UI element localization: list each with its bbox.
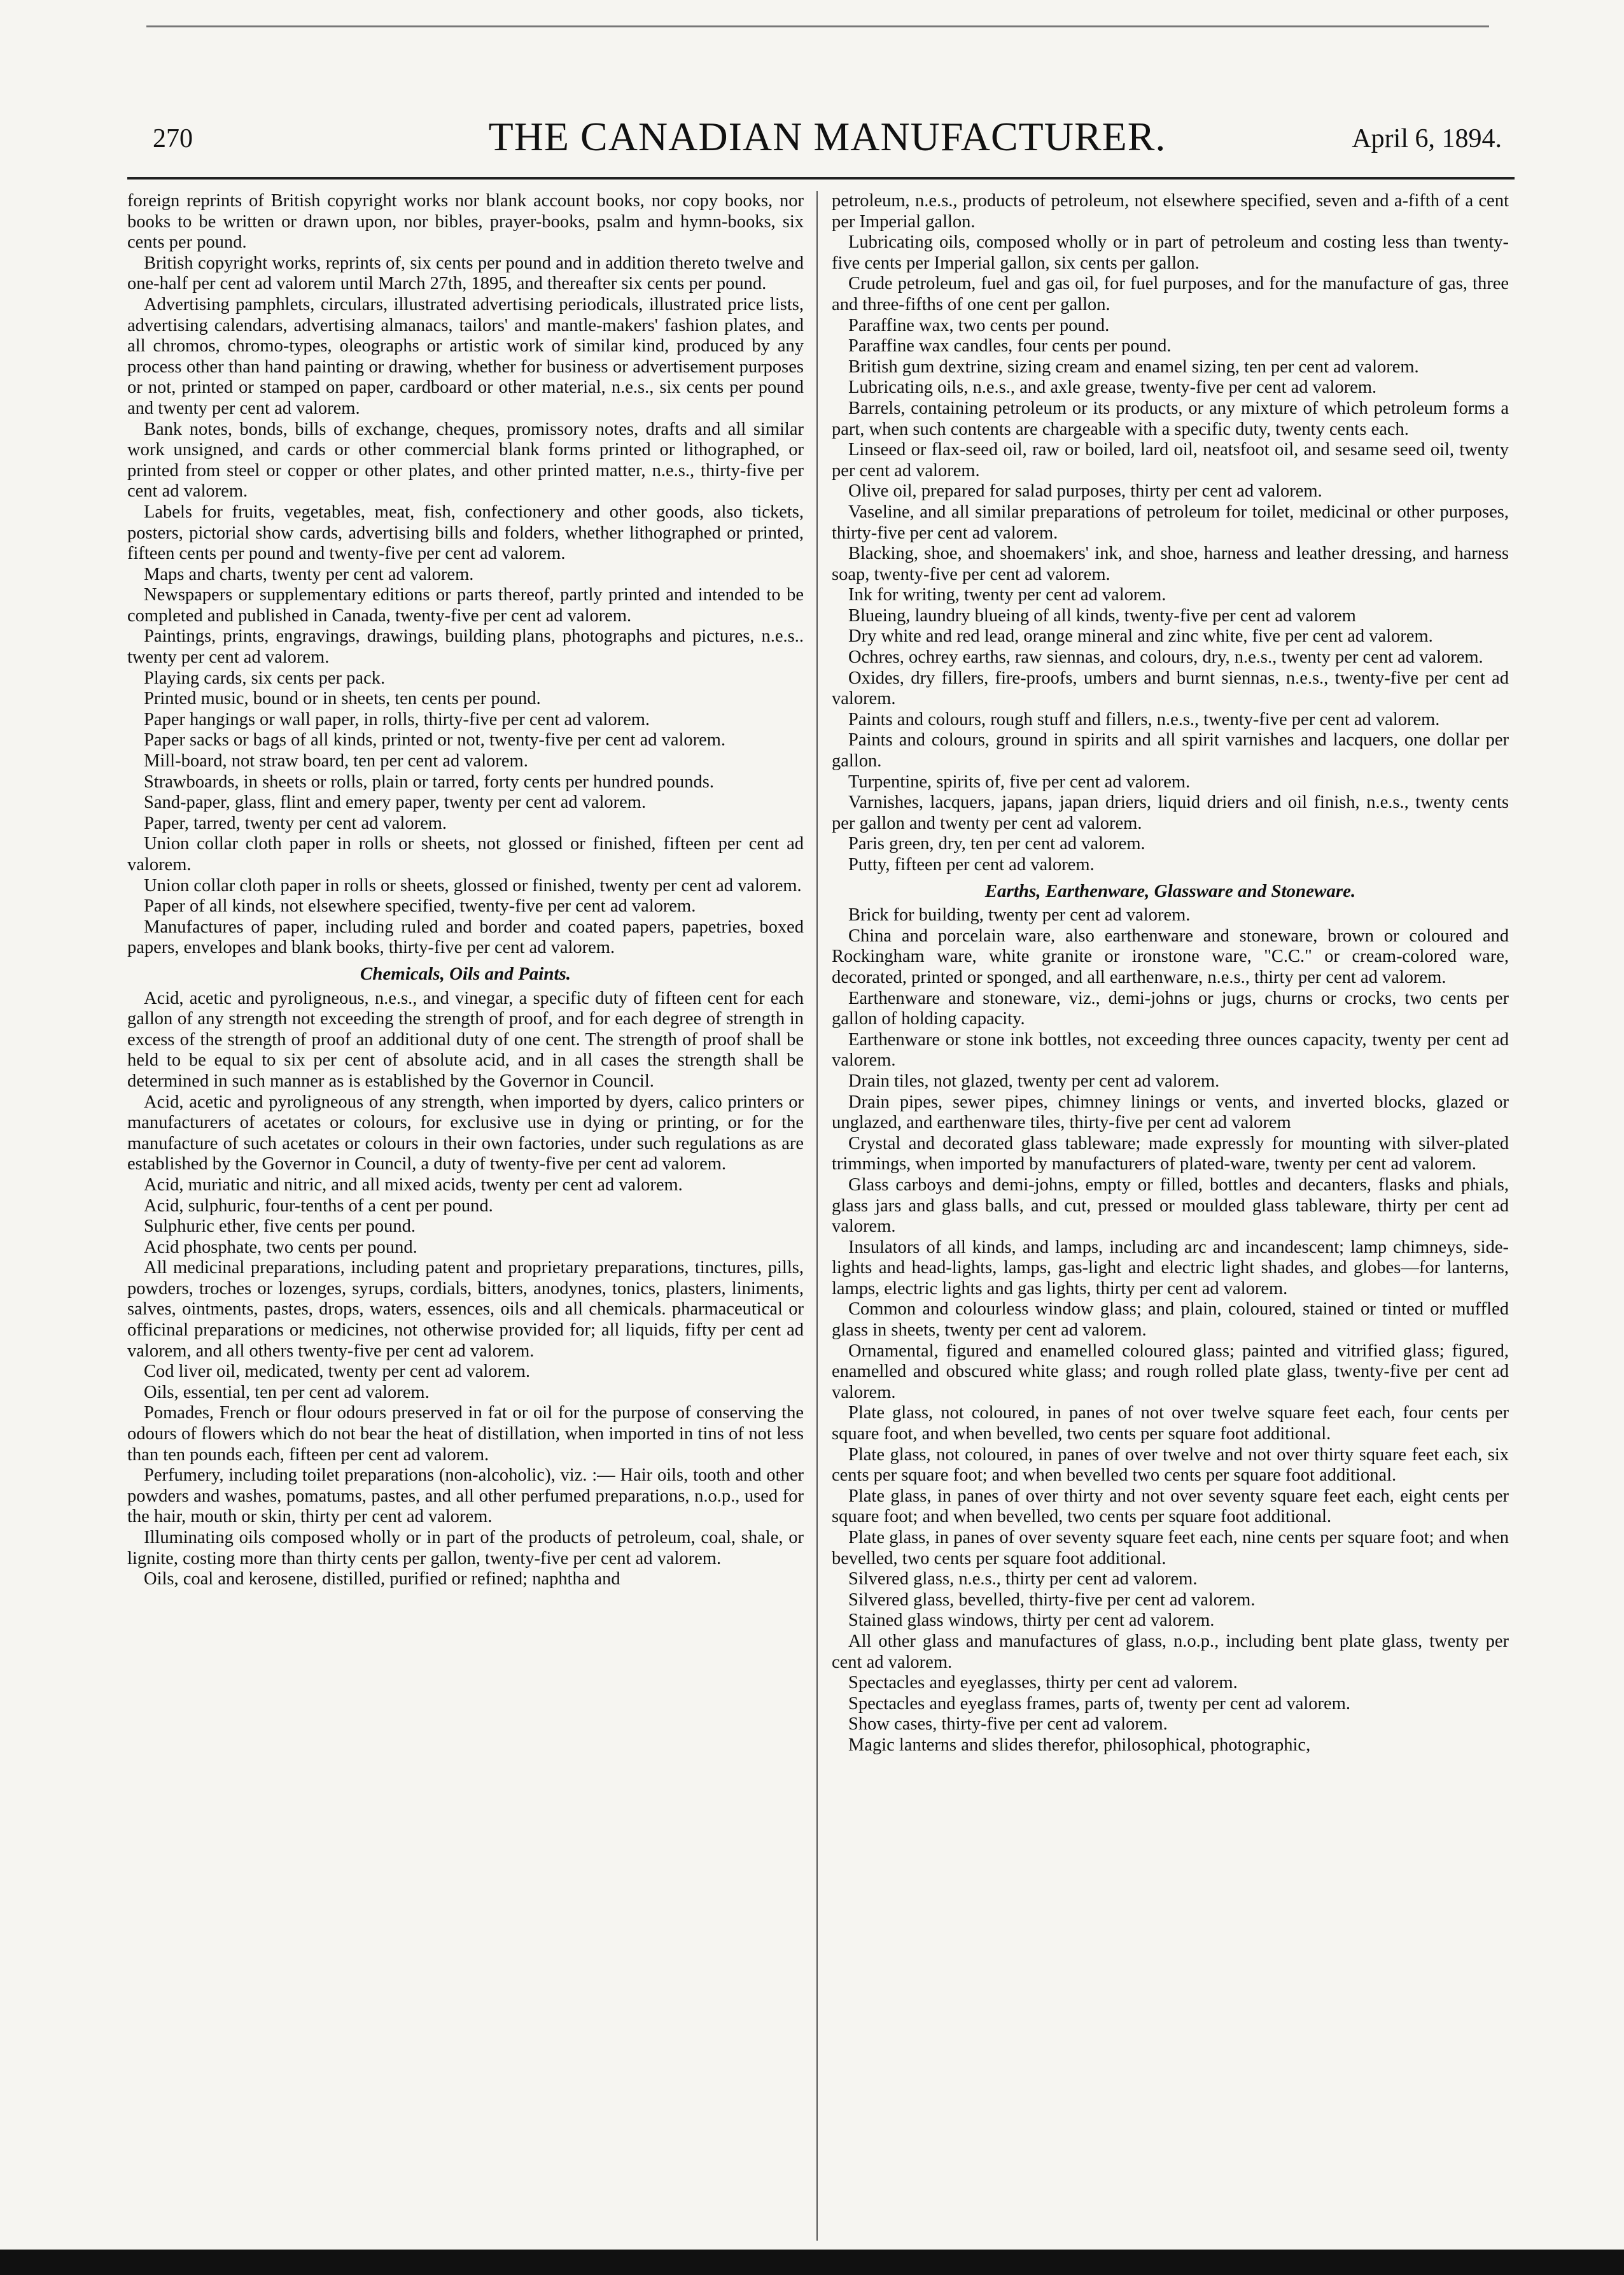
tariff-paragraph: Barrels, containing petroleum or its products, or any mixture of which petroleum forms a part, when such contents are chargeable with a specific duty, twenty cents each. bbox=[832, 398, 1509, 439]
tariff-paragraph: All medicinal preparations, including patent and proprietary preparations, tinctures, pills, powders, troches or lozenges, syrups, cordials, bitters, anodynes, tonics, plasters, liniments, salves, ointments, pastes, drops, waters, essences, oils and all chemicals. pharmaceutical or officinal preparations or medicines, not otherwise provided for; all liquids, fifty per cent ad valorem, and all others twenty-five per cent ad valorem. bbox=[127, 1258, 804, 1361]
tariff-paragraph: Dry white and red lead, orange mineral and zinc white, five per cent ad valorem. bbox=[848, 626, 1433, 647]
tariff-paragraph: Insulators of all kinds, and lamps, including arc and incandescent; lamp chimneys, side-lights and head-lights, lamps, gas-light and electric light shades, and globes—for lanterns, lamps, electric lights and gas lights, thirty per cent ad valorem. bbox=[832, 1237, 1509, 1299]
tariff-paragraph: Paintings, prints, engravings, drawings, building plans, photographs and pictures, n.e.s.. twenty per cent ad valorem. bbox=[127, 626, 804, 668]
tariff-paragraph: Sulphuric ether, five cents per pound. bbox=[144, 1216, 416, 1237]
tariff-paragraph: Acid, acetic and pyroligneous, n.e.s., and vinegar, a specific duty of fifteen cent for each gallon of any strength not exceeding the strength of proof, and for each degree of strength in excess of the strength of proof an additional duty of one cent. The strength of proof shall be held to be equal to six per cent of absolute acid, and in all cases the strength shall be determined in such manner as is established by the Governor in Council. bbox=[127, 988, 804, 1091]
right-column bbox=[832, 191, 1509, 2253]
tariff-paragraph: All other glass and manufactures of glass, n.o.p., including bent plate glass, twenty per cent ad valorem. bbox=[832, 1631, 1509, 1672]
page-number: 270 bbox=[153, 124, 193, 153]
tariff-paragraph: Drain tiles, not glazed, twenty per cent ad valorem. bbox=[848, 1071, 1220, 1091]
tariff-paragraph: Perfumery, including toilet preparations (non-alcoholic), viz. :— Hair oils, tooth and other powders and washes, pomatums, pastes, and all other perfumed preparations, n.o.p., used for the hair, mouth or skin, thirty per cent ad valorem. bbox=[127, 1465, 804, 1527]
tariff-paragraph: Sand-paper, glass, flint and emery paper, twenty per cent ad valorem. bbox=[144, 792, 647, 813]
tariff-paragraph: Paper hangings or wall paper, in rolls, thirty-five per cent ad valorem. bbox=[144, 709, 650, 729]
tariff-paragraph: Plate glass, not coloured, in panes of over twelve and not over thirty square feet each, six cents per square foot; and when bevelled two cents per square foot additional. bbox=[832, 1444, 1509, 1486]
tariff-paragraph: Paris green, dry, ten per cent ad valorem. bbox=[848, 834, 1145, 854]
tariff-paragraph: Labels for fruits, vegetables, meat, fish, confectionery and other goods, also tickets, posters, pictorial show cards, advertising bills and folders, whether lithographed or printed, fifteen cents per pound and twenty-five per cent ad valorem. bbox=[127, 502, 804, 564]
tariff-paragraph: Union collar cloth paper in rolls or sheets, glossed or finished, twenty per cent ad valorem. bbox=[144, 875, 802, 896]
tariff-paragraph: Putty, fifteen per cent ad valorem. bbox=[848, 855, 1095, 875]
tariff-paragraph: Silvered glass, n.e.s., thirty per cent ad valorem. bbox=[848, 1569, 1198, 1589]
tariff-paragraph: Maps and charts, twenty per cent ad valorem. bbox=[144, 564, 474, 584]
tariff-paragraph: Linseed or flax-seed oil, raw or boiled, lard oil, neatsfoot oil, and sesame seed oil, twenty per cent ad valorem. bbox=[832, 440, 1509, 481]
section-heading: Chemicals, Oils and Paints. bbox=[360, 963, 571, 984]
tariff-paragraph: Glass carboys and demi-johns, empty or filled, bottles and decanters, flasks and phials, glass jars and glass balls, and cut, pressed or moulded glass tableware, thirty per cent ad valorem. bbox=[832, 1174, 1509, 1237]
tariff-paragraph: Paper of all kinds, not elsewhere specified, twenty-five per cent ad valorem. bbox=[144, 896, 696, 917]
tariff-paragraph: Ornamental, figured and enamelled coloured glass; painted and vitrified glass; figured, enamelled and obscured white glass; and rough rolled plate glass, twenty-five per cent ad valorem. bbox=[832, 1341, 1509, 1402]
scan-bottom-edge bbox=[0, 2250, 1624, 2275]
tariff-paragraph: Crystal and decorated glass tableware; made expressly for mounting with silver-plated trimmings, when imported by manufacturers of plated-ware, twenty per cent ad valorem. bbox=[832, 1133, 1509, 1174]
tariff-paragraph: Ink for writing, twenty per cent ad valorem. bbox=[848, 585, 1166, 605]
tariff-paragraph: Strawboards, in sheets or rolls, plain or tarred, forty cents per hundred pounds. bbox=[144, 771, 714, 792]
tariff-paragraph: Oils, essential, ten per cent ad valorem. bbox=[144, 1382, 430, 1402]
tariff-paragraph: Newspapers or supplementary editions or parts thereof, partly printed and intended to be completed and published in Canada, twenty-five per cent ad valorem. bbox=[127, 585, 804, 626]
tariff-paragraph: Mill-board, not straw board, ten per cent ad valorem. bbox=[144, 751, 528, 771]
tariff-paragraph: Acid, sulphuric, four-tenths of a cent per pound. bbox=[144, 1195, 493, 1216]
tariff-paragraph: Show cases, thirty-five per cent ad valorem. bbox=[848, 1714, 1168, 1735]
tariff-paragraph: Magic lanterns and slides therefor, philosophical, photographic, bbox=[848, 1735, 1311, 1755]
tariff-paragraph: Crude petroleum, fuel and gas oil, for fuel purposes, and for the manufacture of gas, three and three-fifths of one cent per gallon. bbox=[832, 274, 1509, 314]
tariff-paragraph: Blacking, shoe, and shoemakers' ink, and shoe, harness and leather dressing, and harness soap, twenty-five per cent ad valorem. bbox=[832, 544, 1509, 584]
tariff-paragraph: Common and colourless window glass; and plain, coloured, stained or tinted or muffled glass in sheets, twenty per cent ad valorem. bbox=[832, 1299, 1509, 1341]
tariff-paragraph: Plate glass, in panes of over seventy square feet each, nine cents per square foot; and when bevelled, two cents per square foot additional. bbox=[832, 1528, 1509, 1568]
tariff-paragraph: Acid, muriatic and nitric, and all mixed acids, twenty per cent ad valorem. bbox=[144, 1174, 683, 1195]
tariff-paragraph: Acid phosphate, two cents per pound. bbox=[144, 1237, 417, 1257]
tariff-paragraph: Paints and colours, rough stuff and fillers, n.e.s., twenty-five per cent ad valorem. bbox=[848, 709, 1440, 729]
tariff-paragraph: Oils, coal and kerosene, distilled, purified or refined; naphtha and bbox=[144, 1569, 620, 1589]
issue-date: April 6, 1894. bbox=[1352, 124, 1502, 153]
tariff-paragraph: Playing cards, six cents per pack. bbox=[144, 668, 386, 688]
tariff-paragraph: Stained glass windows, thirty per cent ad valorem. bbox=[848, 1610, 1215, 1631]
tariff-paragraph: China and porcelain ware, also earthenware and stoneware, brown or coloured and Rockingham ware, white granite or ironstone ware, "C.C." or cream-colored ware, decorated, printed or sponged, and all earthenware, n.e.s., thirty per cent ad valorem. bbox=[832, 926, 1509, 987]
tariff-paragraph: Paraffine wax candles, four cents per pound. bbox=[848, 336, 1172, 356]
tariff-paragraph: Earthenware and stoneware, viz., demi-johns or jugs, churns or crocks, two cents per gallon of holding capacity. bbox=[832, 988, 1509, 1029]
tariff-paragraph: British gum dextrine, sizing cream and enamel sizing, ten per cent ad valorem. bbox=[848, 356, 1419, 377]
tariff-paragraph: Manufactures of paper, including ruled and border and coated papers, papetries, boxed papers, envelopes and blank books, thirty-five per cent ad valorem. bbox=[127, 917, 804, 958]
tariff-paragraph: Varnishes, lacquers, japans, japan driers, liquid driers and oil finish, n.e.s., twenty cents per gallon and twenty per cent ad valorem. bbox=[832, 792, 1509, 833]
top-rule bbox=[146, 25, 1489, 27]
tariff-paragraph: Cod liver oil, medicated, twenty per cent ad valorem. bbox=[144, 1362, 531, 1382]
tariff-paragraph: Lubricating oils, composed wholly or in part of petroleum and costing less than twenty-five cents per Imperial gallon, six cents per gallon. bbox=[832, 232, 1509, 273]
tariff-paragraph: Plate glass, in panes of over thirty and not over seventy square feet each, eight cents per square foot; and when bevelled, two cents per square foot additional. bbox=[832, 1486, 1509, 1527]
tariff-paragraph: Union collar cloth paper in rolls or sheets, not glossed or finished, fifteen per cent ad valorem. bbox=[127, 834, 804, 875]
tariff-paragraph: Blueing, laundry blueing of all kinds, twenty-five per cent ad valorem bbox=[848, 605, 1356, 626]
tariff-paragraph: Silvered glass, bevelled, thirty-five per cent ad valorem. bbox=[848, 1589, 1256, 1610]
tariff-paragraph: Drain pipes, sewer pipes, chimney linings or vents, and inverted blocks, glazed or unglazed, and earthenware tiles, thirty-five per cent ad valorem bbox=[832, 1092, 1509, 1133]
header-rule bbox=[127, 177, 1515, 180]
page-header bbox=[153, 113, 1502, 172]
tariff-paragraph: Ochres, ochrey earths, raw siennas, and colours, dry, n.e.s., twenty per cent ad valorem. bbox=[848, 647, 1483, 668]
tariff-paragraph: Acid, acetic and pyroligneous of any strength, when imported by dyers, calico printers or manufacturers of acetates or colours, for exclusive use in dying or printing, or for the manufacture of such acetates or colours in their own factories, under such regulations as are established by the Governor in Council, a duty of twenty-five per cent ad valorem. bbox=[127, 1092, 804, 1174]
tariff-paragraph: Spectacles and eyeglass frames, parts of, twenty per cent ad valorem. bbox=[848, 1693, 1350, 1714]
tariff-paragraph: Paper sacks or bags of all kinds, printed or not, twenty-five per cent ad valorem. bbox=[144, 730, 726, 750]
tariff-paragraph: Paper, tarred, twenty per cent ad valorem. bbox=[144, 813, 447, 833]
tariff-paragraph: Printed music, bound or in sheets, ten cents per pound. bbox=[144, 689, 541, 709]
tariff-paragraph: Paints and colours, ground in spirits and all spirit varnishes and lacquers, one dollar per gallon. bbox=[832, 730, 1509, 771]
tariff-paragraph: Turpentine, spirits of, five per cent ad valorem. bbox=[848, 771, 1191, 792]
journal-title: THE CANADIAN MANUFACTURER. bbox=[488, 114, 1166, 159]
tariff-paragraph: Oxides, dry fillers, fire-proofs, umbers and burnt siennas, n.e.s., twenty-five per cent ad valorem. bbox=[832, 668, 1509, 709]
tariff-paragraph: Illuminating oils composed wholly or in part of the products of petroleum, coal, shale, or lignite, costing more than thirty cents per gallon, twenty-five per cent ad valorem. bbox=[127, 1528, 804, 1568]
tariff-paragraph: Bank notes, bonds, bills of exchange, cheques, promissory notes, drafts and all similar work unsigned, and cards or other commercial blank forms printed or lithographed, or printed from steel or copper or other plates, and other printed matter, n.e.s., thirty-five per cent ad valorem. bbox=[127, 419, 804, 502]
tariff-paragraph: Plate glass, not coloured, in panes of not over twelve square feet each, four cents per square foot, and when bevelled, two cents per square foot additional. bbox=[832, 1403, 1509, 1444]
column-divider bbox=[816, 191, 818, 2241]
tariff-paragraph: Spectacles and eyeglasses, thirty per cent ad valorem. bbox=[848, 1673, 1238, 1693]
tariff-paragraph: Olive oil, prepared for salad purposes, thirty per cent ad valorem. bbox=[848, 481, 1322, 502]
tariff-paragraph: Pomades, French or flour odours preserved in fat or oil for the purpose of conserving the odours of flowers which do not bear the heat of distillation, when imported in tins of not less than ten pounds each, fifteen per cent ad valorem. bbox=[127, 1403, 804, 1465]
tariff-paragraph: Advertising pamphlets, circulars, illustrated advertising periodicals, illustrated price lists, advertising calendars, advertising almanacs, tailors' and mantle-makers' fashion plates, and all chromos, chromo-types, oleographs or artistic work of similar kind, produced by any process other than hand painting or drawing, whether for business or advertisement purposes or not, printed or stamped on paper, cardboard or other material, n.e.s., six cents per pound and twenty per cent ad valorem. bbox=[127, 294, 804, 418]
section-heading: Earths, Earthenware, Glassware and Stoneware. bbox=[984, 880, 1356, 901]
tariff-paragraph: Brick for building, twenty per cent ad valorem. bbox=[848, 905, 1191, 926]
tariff-paragraph: Earthenware or stone ink bottles, not exceeding three ounces capacity, twenty per cent ad valorem. bbox=[832, 1029, 1509, 1071]
tariff-paragraph: Lubricating oils, n.e.s., and axle grease, twenty-five per cent ad valorem. bbox=[848, 377, 1377, 398]
tariff-paragraph: foreign reprints of British copyright works nor blank account books, nor copy books, nor books to be written or drawn upon, nor bibles, prayer-books, psalm and hymn-books, six cents per pound. bbox=[127, 191, 804, 253]
left-column bbox=[127, 191, 804, 2253]
tariff-paragraph: British copyright works, reprints of, six cents per pound and in addition thereto twelve and one-half per cent ad valorem until March 27th, 1895, and thereafter six cents per pound. bbox=[127, 253, 804, 294]
tariff-paragraph: petroleum, n.e.s., products of petroleum, not elsewhere specified, seven and a-fifth of a cent per Imperial gallon. bbox=[832, 191, 1509, 232]
tariff-paragraph: Paraffine wax, two cents per pound. bbox=[848, 315, 1110, 335]
tariff-paragraph: Vaseline, and all similar preparations of petroleum for toilet, medicinal or other purposes, thirty-five per cent ad valorem. bbox=[832, 502, 1509, 543]
